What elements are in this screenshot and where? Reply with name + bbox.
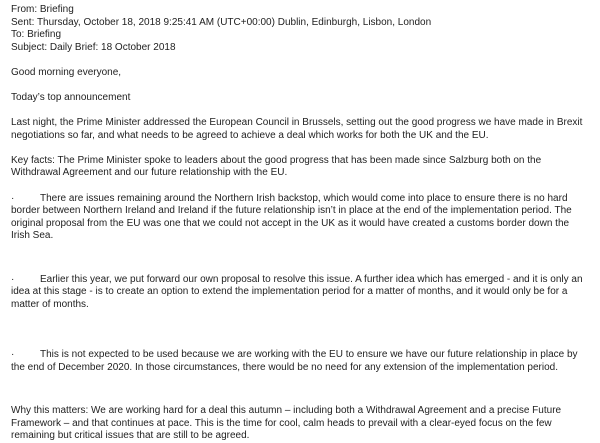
bullet-text: There are issues remaining around the Northern Irish backstop, which would come into place to ensure there is no hard border between Northern Ireland and Ireland if the future relationship isn’t in place at the end of the implementation period. The original proposal from the EU was one that we could not accept in the UK as it would have created a customs border down the Irish Sea. bbox=[11, 192, 572, 241]
email-header bbox=[11, 4, 590, 54]
bullet-item-proposal bbox=[11, 274, 590, 312]
to-line: To: Briefing bbox=[11, 29, 62, 40]
paragraph-key-facts: Key facts: The Prime Minister spoke to leaders about the good progress that has been made since Salzburg both on the Withdrawal Agreement and our future relationship with the EU. bbox=[11, 154, 542, 178]
greeting: Good morning everyone, bbox=[11, 66, 122, 78]
top-announcement-heading: Today’s top announcement bbox=[11, 92, 131, 103]
from-line: From: Briefing bbox=[11, 4, 74, 15]
bullet-item-backstop bbox=[11, 193, 590, 243]
paragraph-last-night: Last night, the Prime Minister addressed the European Council in Brussels, setting out the good progress we have made in Brexit negotiations so far, and what needs to be agreed to achieve a deal which works for both the UK and the EU. bbox=[11, 117, 583, 141]
subject-line: Subject: Daily Brief: 18 October 2018 bbox=[11, 41, 176, 53]
bullet-item-not-expected bbox=[11, 349, 590, 374]
bullet-dot-icon: · bbox=[11, 273, 15, 285]
paragraph-why-this-matters: Why this matters: We are working hard for a deal this autumn – including both a Withdrawal Agreement and a precise Future Framework – and that continues at pace. This is the time for cool, calm heads to prevail with a clear-eyed focus on the few remaining but critical issues that are still to be agreed. bbox=[11, 405, 562, 441]
bullet-dot-icon: · bbox=[11, 192, 15, 204]
bullet-dot-icon: · bbox=[11, 349, 15, 360]
bullet-text: Earlier this year, we put forward our own proposal to resolve this issue. A further idea which has emerged - and it is only an idea at this stage - is to create an option to extend the implementation period for a matter of months, and it would only be for a matter of months. bbox=[11, 273, 583, 310]
bullet-text: This is not expected to be used because we are working with the EU to ensure we have our future relationship in place by the end of December 2020. In those circumstances, there would be no need for any extension of the implementation period. bbox=[11, 349, 578, 373]
sent-line: Sent: Thursday, October 18, 2018 9:25:41 AM (UTC+00:00) Dublin, Edinburgh, Lisbon, London bbox=[11, 16, 432, 28]
